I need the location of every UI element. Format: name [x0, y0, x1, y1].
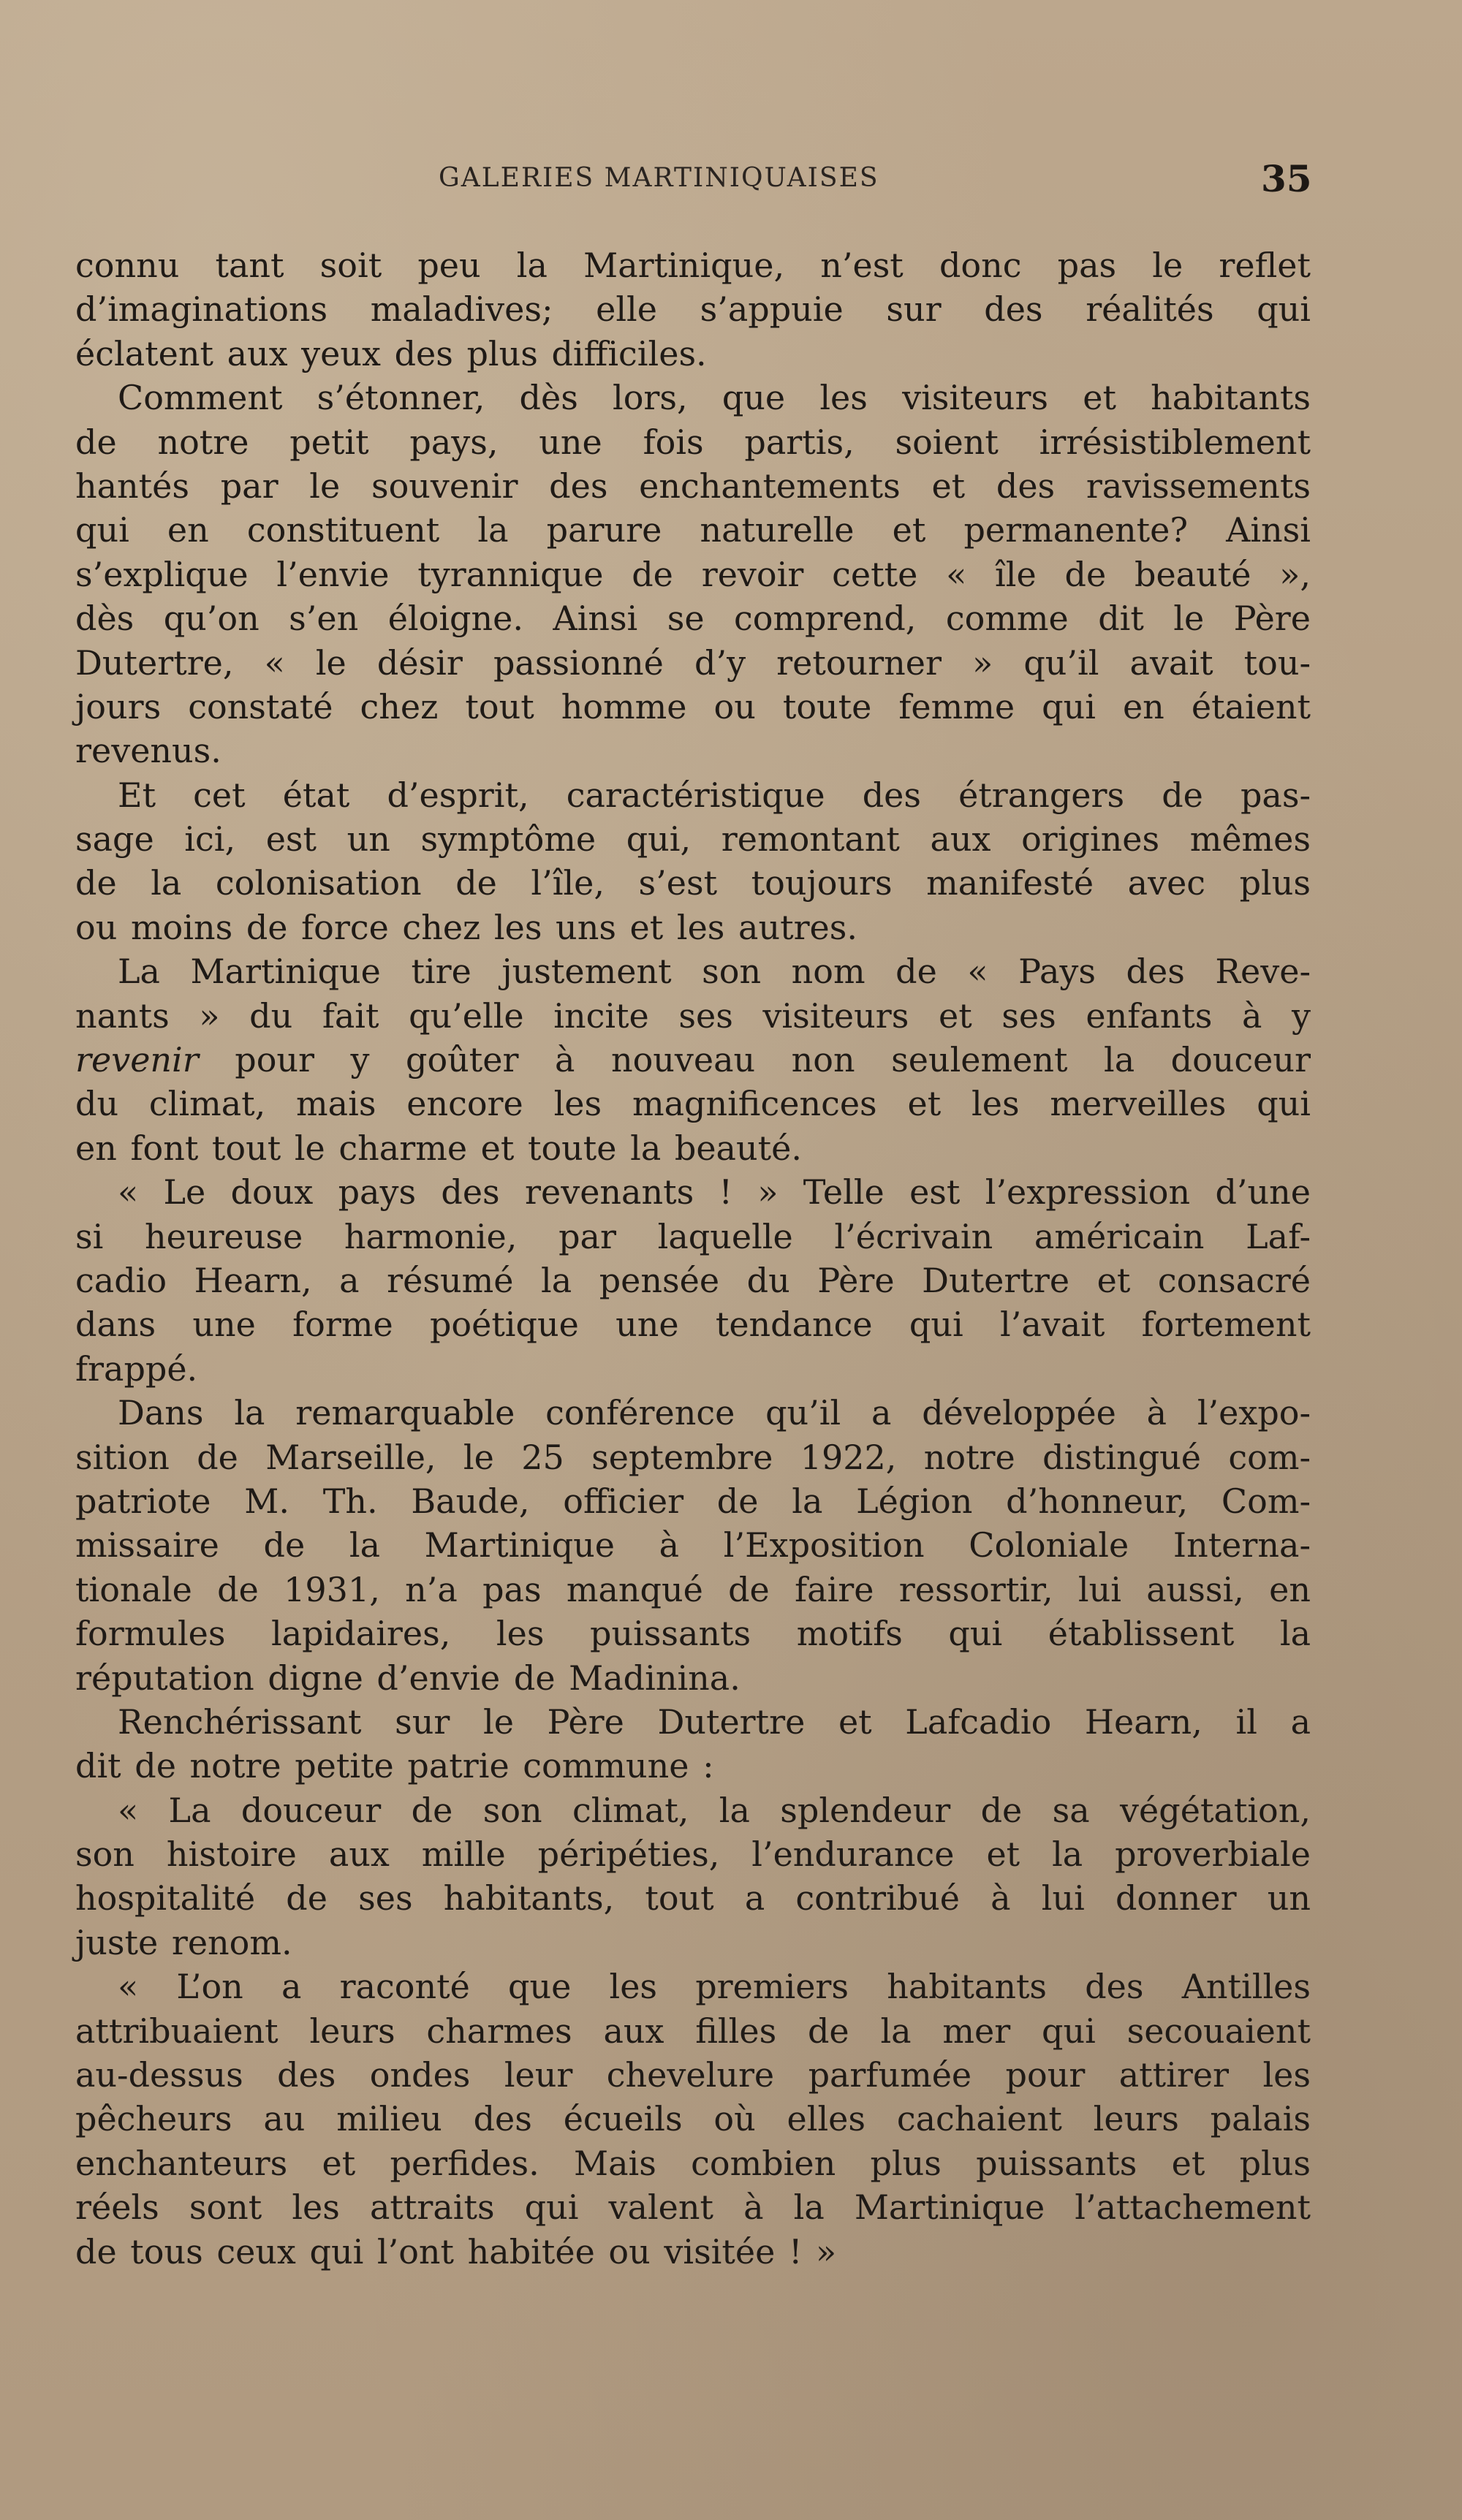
text-line: « La douceur de son climat, la splendeur de sa végétation,: [118, 1790, 1311, 1830]
text-line: « Le doux pays des revenants ! » Telle est l’expression d’une: [118, 1172, 1311, 1212]
text-segment: pour y goûter à nouveau non seulement la douceur: [198, 1040, 1311, 1080]
text-line: pêcheurs au milieu des écueils où elles cachaient leurs palais: [75, 2099, 1311, 2139]
text-line: éclatent aux yeux des plus difficiles.: [75, 333, 707, 373]
text-line: ou moins de force chez les uns et les autres.: [75, 907, 858, 947]
text-line: d’imaginations maladives; elle s’appuie sur des réalités qui: [75, 289, 1311, 330]
text-line: frappé.: [75, 1348, 198, 1389]
text-line: sition de Marseille, le 25 septembre 1922, notre distingué com-: [75, 1437, 1311, 1477]
text-line: Renchérissant sur le Père Dutertre et Lafcadio Hearn, il a: [118, 1701, 1311, 1742]
text-line: connu tant soit peu la Martinique, n’est donc pas le reflet: [75, 246, 1311, 285]
text-line: juste renom.: [75, 1922, 292, 1962]
text-line: s’explique l’envie tyrannique de revoir cette « île de beauté »,: [75, 554, 1311, 594]
text-line: jours constaté chez tout homme ou toute femme qui en étaient: [75, 686, 1311, 726]
text-line: Comment s’étonner, dès lors, que les visiteurs et habitants: [118, 378, 1311, 418]
text-line: nants » du fait qu’elle incite ses visiteurs et ses enfants à y: [75, 995, 1311, 1036]
text-line: hospitalité de ses habitants, tout a contribué à lui donner un: [75, 1878, 1311, 1919]
text-line: dès qu’on s’en éloigne. Ainsi se comprend, comme dit le Père: [75, 599, 1311, 639]
text-line: Dans la remarquable conférence qu’il a développée à l’expo-: [118, 1393, 1311, 1433]
text-line: de tous ceux qui l’ont habitée ou visitée ! »: [75, 2231, 837, 2272]
text-line: en font tout le charme et toute la beauté.: [75, 1128, 802, 1168]
text-line: « L’on a raconté que les premiers habitants des Antilles: [118, 1967, 1311, 2007]
text-line: cadio Hearn, a résumé la pensée du Père Dutertre et consacré: [75, 1260, 1311, 1300]
text-line: au-dessus des ondes leur chevelure parfumée pour attirer les: [75, 2055, 1311, 2095]
italic-word: revenir: [75, 1040, 199, 1080]
text-line: missaire de la Martinique à l’Exposition Coloniale Interna-: [75, 1525, 1311, 1565]
text-line: attribuaient leurs charmes aux filles de la mer qui secouaient: [75, 2011, 1311, 2051]
text-line: [75, 1038, 1311, 1082]
text-line: dit de notre petite patrie commune :: [75, 1746, 714, 1786]
text-line: sage ici, est un symptôme qui, remontant aux origines mêmes: [75, 819, 1311, 859]
text-line: revenus.: [75, 731, 221, 771]
text-line: enchanteurs et perfides. Mais combien plus puissants et plus: [75, 2143, 1311, 2183]
text-line: qui en constituent la parure naturelle et permanente? Ainsi: [75, 510, 1311, 550]
page-number: 35: [1261, 157, 1312, 200]
text-line: du climat, mais encore les magnificences et les merveilles qui: [75, 1084, 1311, 1124]
text-line: patriote M. Th. Baude, officier de la Légion d’honneur, Com-: [75, 1481, 1311, 1521]
running-title: GALERIES MARTINIQUAISES: [439, 163, 879, 193]
text-line: réels sont les attraits qui valent à la Martinique l’attachement: [75, 2187, 1311, 2228]
running-head: [0, 157, 1462, 201]
text-line: de notre petit pays, une fois partis, soient irrésistiblement: [75, 422, 1311, 462]
text-line: si heureuse harmonie, par laquelle l’écrivain américain Laf-: [75, 1216, 1311, 1256]
text-line: formules lapidaires, les puissants motifs qui établissent la: [75, 1614, 1311, 1654]
body-text: [75, 243, 1311, 2274]
text-line: Et cet état d’esprit, caractéristique des étrangers de pas-: [118, 775, 1311, 815]
text-line: La Martinique tire justement son nom de « Pays des Reve-: [118, 952, 1311, 992]
text-line: tionale de 1931, n’a pas manqué de faire ressortir, lui aussi, en: [75, 1569, 1311, 1609]
text-line: de la colonisation de l’île, s’est toujours manifesté avec plus: [75, 863, 1311, 903]
text-line: réputation digne d’envie de Madinina.: [75, 1658, 741, 1698]
text-line: dans une forme poétique une tendance qui l’avait fortement: [75, 1305, 1311, 1345]
text-line: hantés par le souvenir des enchantements et des ravissements: [75, 466, 1311, 506]
text-line: son histoire aux mille péripéties, l’endurance et la proverbiale: [75, 1834, 1311, 1875]
text-line: Dutertre, « le désir passionné d’y retourner » qu’il avait tou-: [75, 642, 1311, 683]
